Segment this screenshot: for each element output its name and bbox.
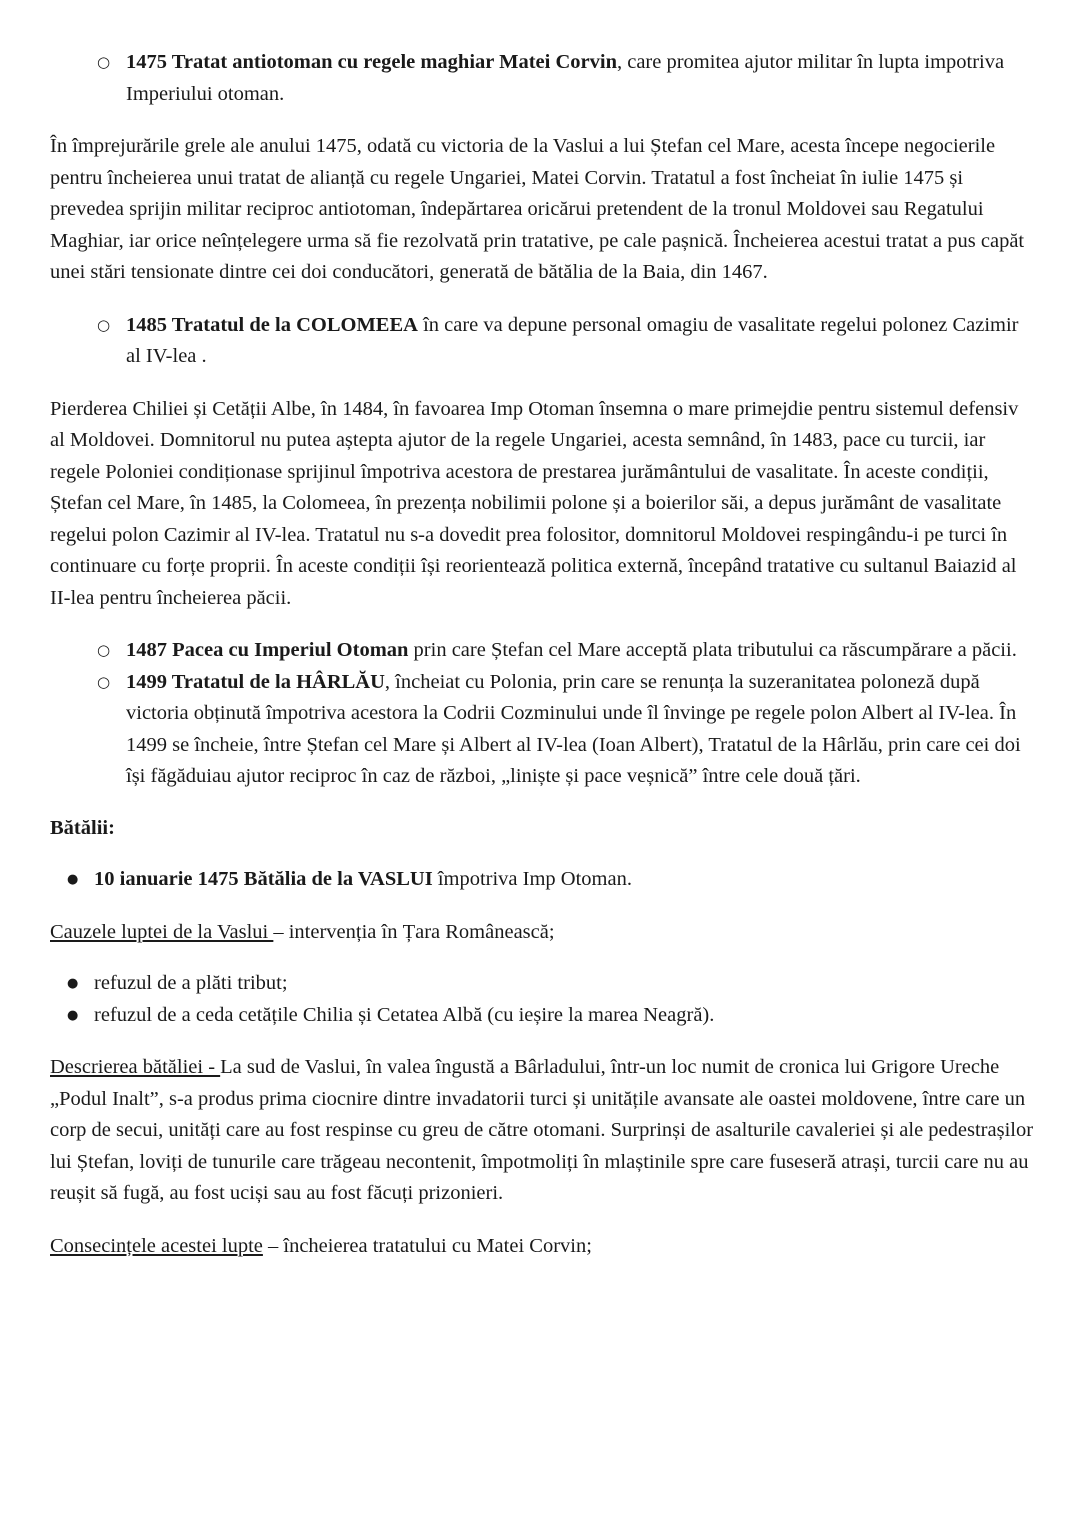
paragraph-colomeea: Pierderea Chiliei și Cetății Albe, în 1484, în favoarea Imp Otoman însemna o mare primejdie pentru sistemul defensiv al Moldovei. Domnitorul nu putea aștepta ajutor de la regele Ungariei, acesta semnând, în 1483, pace cu turcii, iar regele Poloniei condiționase sprijinul împotriva acestora de prestarea jurământului de vasalitate. În aceste condiții, Ștefan cel Mare, în 1485, la Colomeea, în prezența nobilimii polone și a boierilor săi, a depus jurământ de vasalitate regelui polon Cazimir al IV-lea. Tratatul nu s-a dovedit prea folositor, domnitorul Moldovei respingându-i pe turci în continuare cu forțe proprii. În aceste condiții își reorientează politica externă, începând tratative cu sultanul Baiazid al II-lea pentru încheierea păcii. (50, 397, 1019, 609)
list-item (50, 1000, 1035, 1032)
item-text: în care va depune personal omagiu de vasalitate regelui polonez Cazimir al IV-lea . (126, 313, 1019, 367)
cauze-list (50, 968, 1035, 1031)
descriere-label: Descrierea bătăliei - (50, 1056, 221, 1078)
treaty-list-3 (50, 635, 1035, 793)
item-text: , încheiat cu Polonia, prin care se renunța la suzeranitatea poloneză după victoria obținută împotriva acestora la Codrii Cozminului unde îl învinge pe regele polon Albert al IV-lea. În 1499 se încheie, între Ștefan cel Mare și Albert al IV-lea (Ioan Albert), Tratatul de la Hârlău, prin care cei doi își făgăduiau ajutor reciproc în caz de război, „liniște și pace veșnică” între cele două țări. (126, 670, 1021, 787)
list-item (50, 635, 1035, 667)
cauze-text: – intervenția în Țara Românească; (273, 920, 555, 943)
paragraph-corvin: În împrejurările grele ale anului 1475, odată cu victoria de la Vaslui a lui Ștefan cel Mare, acesta începe negocierile pentru încheierea unui tratat de alianță cu regele Ungariei, Matei Corvin. Tratatul a fost încheiat în iulie 1475 și prevedea sprijin militar reciproc antiotoman, îndepărtarea oricărui pretendent de la tronul Moldovei sau Regatului Maghiar, iar orice neînțelegere urma să fie rezolvată prin tratative, pe cale pașnică. Încheierea acestui tratat a pus capăt unei stări tensionate dintre cei doi conducători, generată de bătălia de la Baia, din 1467. (50, 135, 1025, 283)
item-text: refuzul de a ceda cetățile Chilia și Cetatea Albă (cu ieșire la marea Neagră). (94, 1003, 715, 1026)
treaty-list-2 (50, 310, 1035, 373)
dot-bullet-icon: ● (67, 1007, 79, 1023)
item-bold: 10 ianuarie 1475 Bătălia de la VASLUI (94, 868, 433, 890)
list-item (50, 47, 1035, 110)
paragraph-consecinte (50, 1231, 1035, 1263)
list-item (50, 667, 1035, 793)
consecinte-label: Consecințele acestei lupte (50, 1234, 263, 1257)
consecinte-text: – încheierea tratatului cu Matei Corvin; (262, 1234, 592, 1257)
item-bold: 1499 Tratatul de la HÂRLĂU (126, 670, 385, 693)
cauze-label: Cauzele luptei de la Vaslui (50, 920, 274, 943)
heading-text: Bătălii: (50, 816, 115, 839)
treaty-list-1 (50, 47, 1035, 110)
item-bold: 1475 Tratat antiotoman cu regele maghiar Matei Corvin (126, 51, 617, 73)
document-page (50, 47, 1035, 1262)
list-item (50, 968, 1035, 1000)
dot-bullet-icon: ● (67, 872, 79, 887)
item-text: , care promitea ajutor militar în lupta impotriva Imperiului otoman. (126, 51, 1005, 105)
item-bold: 1485 Tratatul de la COLOMEEA (126, 313, 418, 336)
section-heading-batalii (50, 813, 1035, 845)
battle-list (50, 864, 1035, 896)
descriere-text: La sud de Vaslui, în valea îngustă a Bârladului, într-un loc numit de cronica lui Grigore Ureche „Podul Inalt”, s-a produs prima ciocnire dintre invadatorii turci și unitățile avansate ale oastei moldovene, între care un corp de secui, unități care au fost respinse cu greu de către otomani. Surprinși de asalturile cavaleriei și ale pedestrașilor lui Ștefan, loviți de tunurile care trăgeau necontenit, împotmoliți în mlaștinile spre care fuseseră atrași, turcii care nu au reușit să fugă, au fost uciși sau au fost făcuți prizonieri. (50, 1056, 1034, 1204)
paragraph-descriere (50, 1052, 1035, 1210)
item-bold: 1487 Pacea cu Imperiul Otoman (126, 639, 409, 661)
circle-bullet-icon: ○ (97, 672, 111, 691)
paragraph-cauze (50, 917, 1035, 949)
list-item (50, 864, 1035, 896)
dot-bullet-icon: ● (67, 976, 79, 991)
item-text: împotriva Imp Otoman. (432, 868, 632, 890)
circle-bullet-icon: ○ (97, 641, 111, 659)
item-text: refuzul de a plăti tribut; (94, 972, 288, 994)
list-item (50, 310, 1035, 373)
circle-bullet-icon: ○ (97, 53, 111, 71)
item-text: prin care Ștefan cel Mare acceptă plata tributului ca răscumpărare a păcii. (408, 639, 1017, 661)
circle-bullet-icon: ○ (97, 315, 111, 334)
